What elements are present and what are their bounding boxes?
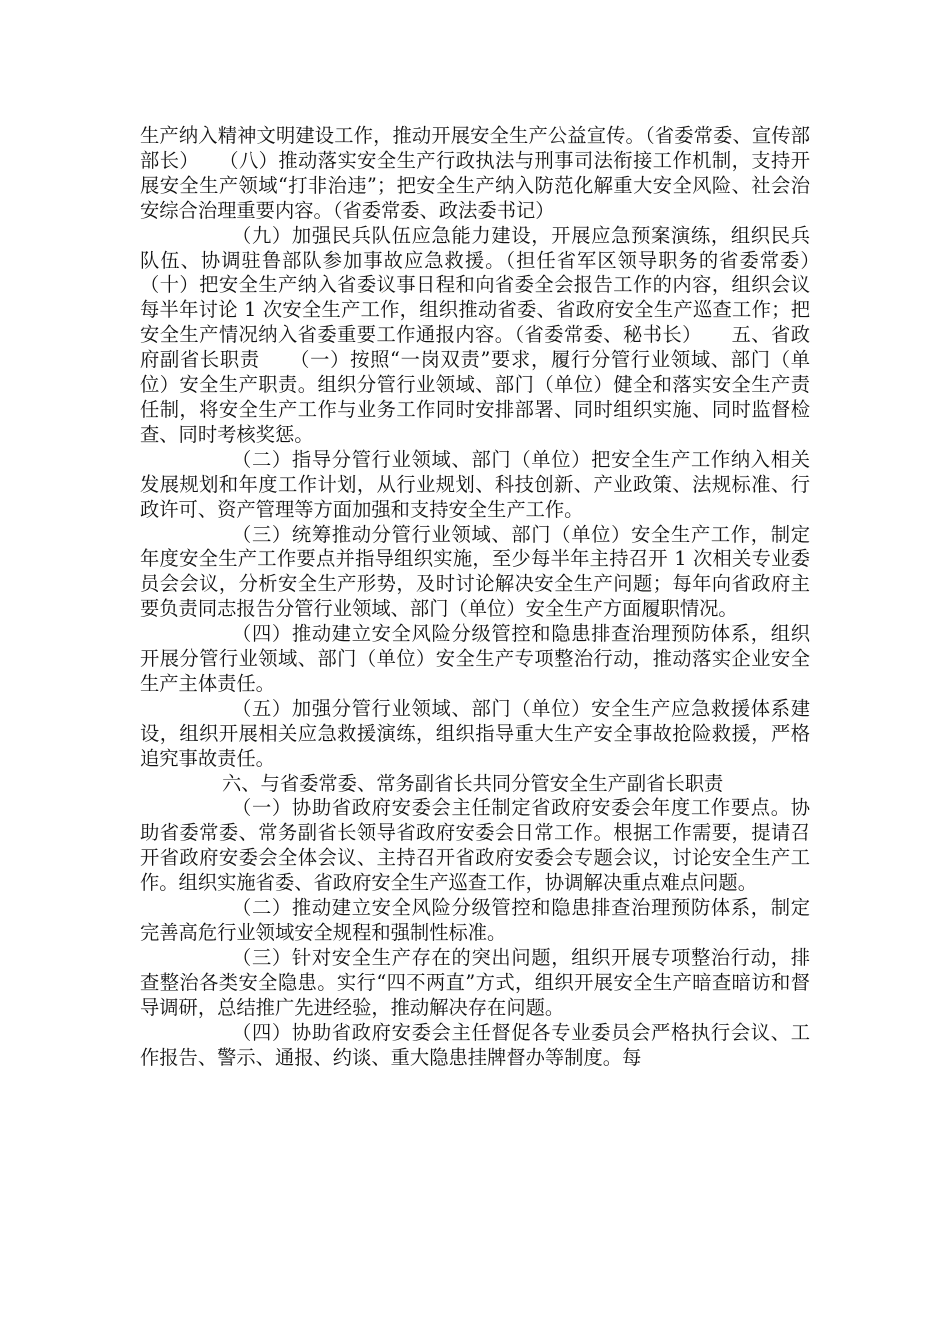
paragraph-3: （二）指导分管行业领域、部门（单位）把安全生产工作纳入相关发展规划和年度工作计划，从行业规划、科技创新、产业政策、法规标准、行政许可、资产管理等方面加强和支持安全生产工作。 (140, 447, 810, 521)
paragraph-2: （九）加强民兵队伍应急能力建设，开展应急预案演练，组织民兵队伍、协调驻鲁部队参加事故应急救援。（担任省军区领导职务的省委常委） （十）把安全生产纳入省委议事日程和向省委全会报告工作的内容，组织会议每半年讨论 1 次安全生产工作，组织推动省委、省政府安全生产巡查工作；把安全生产情况纳入省委重要工作通报内容。（省委常委、秘书长） 五、省政府副省长职责 （一）按照“一岗双责”要求，履行分管行业领域、部门（单位）安全生产职责。组织分管行业领域、部门（单位）健全和落实安全生产责任制，将安全生产工作与业务工作同时安排部署、同时组织实施、同时监督检查、同时考核奖惩。 (140, 223, 849, 446)
paragraph-6: （五）加强分管行业领域、部门（单位）安全生产应急救援体系建设，组织开展相关应急救援演练，组织指导重大生产安全事故抢险救援，严格追究事故责任。 (140, 696, 810, 770)
paragraph-11: （四）协助省政府安委会主任督促各专业委员会严格执行会议、工作报告、警示、通报、约谈、重大隐患挂牌督办等制度。每 (140, 1020, 810, 1069)
paragraph-8: （一）协助省政府安委会主任制定省政府安委会年度工作要点。协助省委常委、常务副省长领导省政府安委会日常工作。根据工作需要，提请召开省政府安委会全体会议、主持召开省政府安委会专题会议，讨论安全生产工作。组织实施省委、省政府安全生产巡查工作，协调解决重点难点问题。 (140, 796, 810, 895)
paragraph-9: （二）推动建立安全风险分级管控和隐患排查治理预防体系，制定完善高危行业领域安全规程和强制性标准。 (140, 896, 810, 944)
document-body (140, 124, 849, 1070)
paragraph-4: （三）统筹推动分管行业领域、部门（单位）安全生产工作，制定年度安全生产工作要点并指导组织实施，至少每半年主持召开 1 次相关专业委员会会议，分析安全生产形势，及时讨论解决安全生产问题；每年向省政府主要负责同志报告分管行业领域、部门（单位）安全生产方面履职情况。 (140, 522, 810, 621)
paragraph-10: （三）针对安全生产存在的突出问题，组织开展专项整治行动，排查整治各类安全隐患。实行“四不两直”方式，组织开展安全生产暗查暗访和督导调研，总结推广先进经验，推动解决存在问题。 (140, 945, 810, 1019)
paragraph-5: （四）推动建立安全风险分级管控和隐患排查治理预防体系，组织开展分管行业领域、部门（单位）安全生产专项整治行动，推动落实企业安全生产主体责任。 (140, 622, 810, 695)
section-heading-6: 六、与省委常委、常务副省长共同分管安全生产副省长职责 (222, 771, 724, 795)
paragraph-1: 生产纳入精神文明建设工作，推动开展安全生产公益宣传。（省委常委、宣传部部长） （八）推动落实安全生产行政执法与刑事司法衔接工作机制，支持开展安全生产领域“打非治违”；把安全生产纳入防范化解重大安全风险、社会治安综合治理重要内容。（省委常委、政法委书记） (140, 124, 810, 222)
